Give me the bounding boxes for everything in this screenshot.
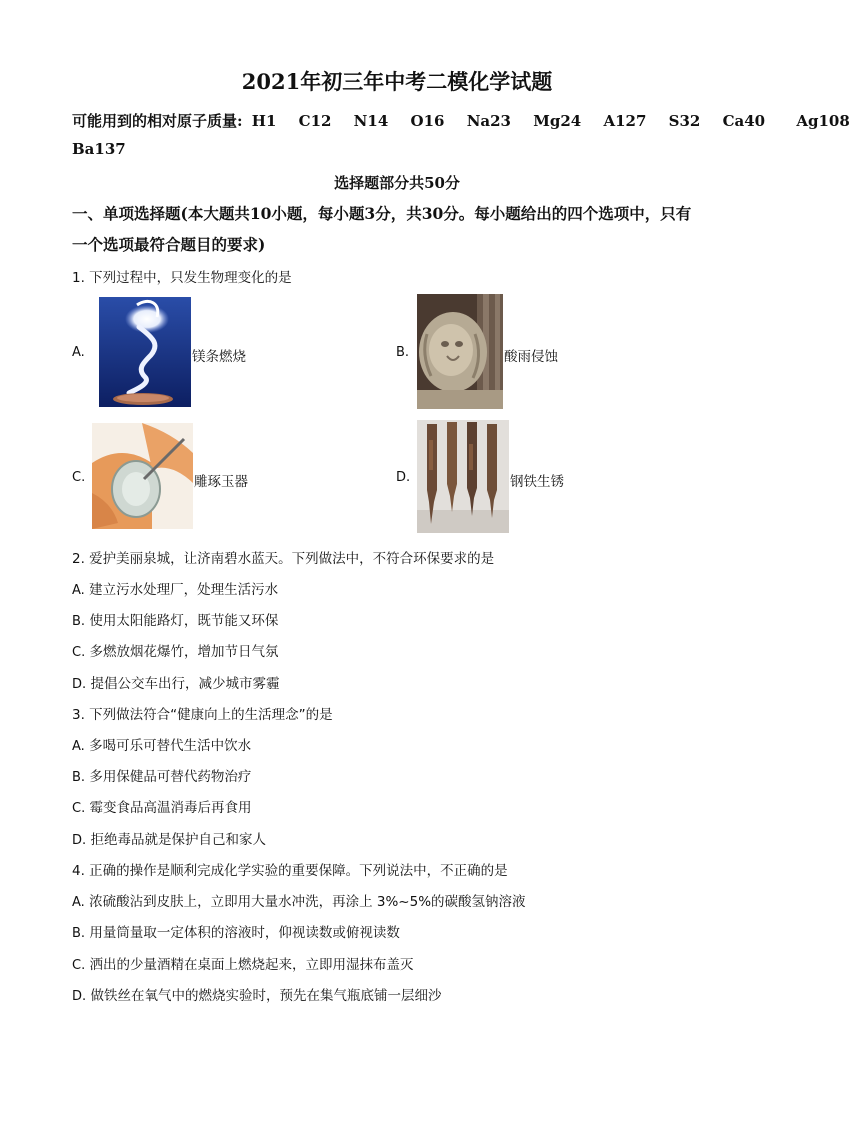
option-text: 做铁丝在氧气中的燃烧实验时，预先在集气瓶底铺一层细沙 [90,988,442,1004]
option-text: 用量筒量取一定体积的溶液时，仰视读数或俯视读数 [89,925,400,941]
jade-carving-photo [92,423,193,529]
page-title: 2021年初三年中考二模化学试题 [241,69,553,94]
option-line [72,672,279,692]
lion-statue-photo [417,294,503,409]
option-letter: A. [72,583,85,598]
option-letter: B. [72,614,86,629]
atomic-mass-item: Na23 [466,112,511,130]
atomic-mass-item: Mg24 [533,112,582,130]
option-letter: D. [396,470,411,485]
option-text: 使用太阳能路灯，既节能又环保 [89,613,279,629]
rusty-iron-photo [417,420,509,533]
option-letter: A. [72,739,85,754]
question-2-stem: 2. 爱护美丽泉城，让济南碧水蓝天。下列做法中，不符合环保要求的是 [72,551,495,567]
option-letter: C. [72,801,86,816]
atomic-mass-item: Ba137 [72,140,126,158]
option-line [72,921,400,941]
option-text: 洒出的少量酒精在桌面上燃烧起来，立即用湿抹布盖灭 [89,957,414,973]
option-line [72,734,251,754]
option-line [72,640,279,660]
option-line [72,765,251,785]
option-letter: C. [72,958,86,973]
option-letter: B. [396,345,410,360]
atomic-mass-item: A127 [603,112,647,130]
option-line [72,828,266,848]
atomic-mass-item: O16 [410,112,445,130]
option-text: 钢铁生锈 [510,474,564,490]
option-line [72,796,252,816]
option-text: 酸雨侵蚀 [504,349,558,365]
option-text: 提倡公交车出行，减少城市雾霾 [90,676,280,692]
question-4-stem: 4. 正确的操作是顺利完成化学实验的重要保障。下列说法中，不正确的是 [72,863,508,879]
option-text: 多燃放烟花爆竹，增加节日气氛 [89,644,279,660]
atomic-mass-item: S32 [668,112,701,130]
atomic-mass-item: H1 [251,112,277,130]
section-title: 选择题部分共50分 [334,174,460,192]
option-letter: D. [72,989,87,1004]
option-letter: A. [72,345,85,360]
option-letter: D. [72,833,87,848]
option-letter: B. [72,770,86,785]
option-text: 多喝可乐可替代生活中饮水 [89,738,252,754]
magnesium-burning-photo [99,297,191,407]
section-heading-line2: 一个选项最符合题目的要求) [72,235,266,254]
option-line [72,890,526,910]
option-line [72,953,414,973]
option-line [72,578,278,598]
atomic-mass-item: Ca40 [722,112,766,130]
option-letter: C. [72,645,86,660]
option-line [72,609,278,629]
option-text: 建立污水处理厂，处理生活污水 [89,582,279,598]
option-text: 多用保健品可替代药物治疗 [89,769,252,785]
atomic-mass-item: N14 [353,112,389,130]
option-text: 霉变食品高温消毒后再食用 [89,800,252,816]
option-text: 雕琢玉器 [194,474,248,490]
question-1-stem: 1. 下列过程中，只发生物理变化的是 [72,270,292,286]
option-letter: C. [72,470,86,485]
option-line [72,984,441,1004]
option-text: 镁条燃烧 [192,349,246,365]
option-text: 浓硫酸沾到皮肤上，立即用大量水冲洗，再涂上 3%~5%的碳酸氢钠溶液 [89,894,526,910]
atomic-mass-item: Ag108 [796,112,850,130]
question-3-stem: 3. 下列做法符合“健康向上的生活理念”的是 [72,707,333,723]
option-letter: A. [72,895,85,910]
option-text: 拒绝毒品就是保护自己和家人 [90,832,266,848]
option-letter: B. [72,926,86,941]
section-heading-line1: 一、单项选择题(本大题共10小题，每小题3分，共30分。每小题给出的四个选项中，只有 [72,204,692,223]
atomic-mass-line [72,110,850,131]
atomic-mass-item: C12 [298,112,332,130]
atomic-mass-label: 可能用到的相对原子质量: [72,112,243,130]
option-letter: D. [72,677,87,692]
